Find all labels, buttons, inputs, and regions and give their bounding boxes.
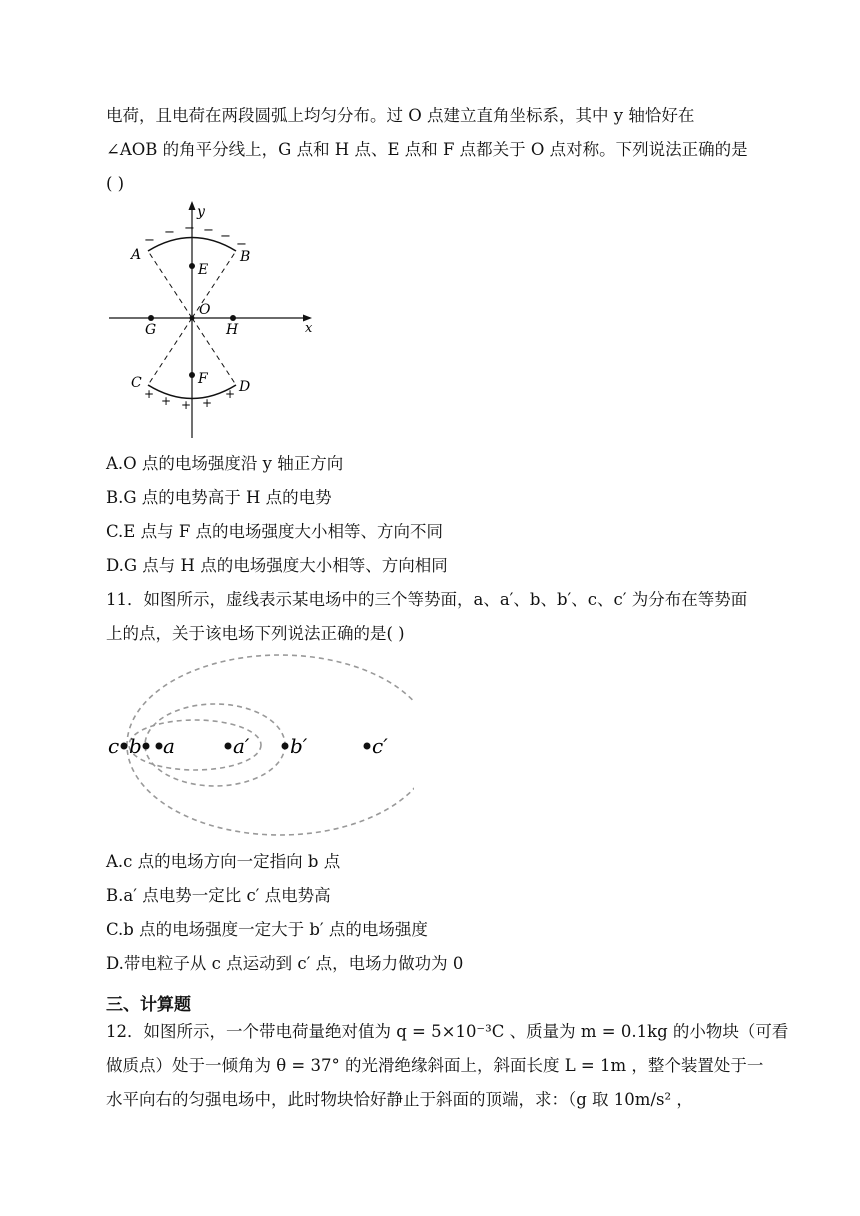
svg-text:+: + (161, 394, 172, 408)
q11-option-a: A.c 点的电场方向一定指向 b 点 (106, 852, 341, 871)
svg-text:−: − (220, 229, 231, 244)
point-b-prime (282, 743, 289, 750)
point-H (230, 315, 236, 321)
label-H: H (226, 322, 239, 338)
label-E: E (198, 262, 209, 278)
svg-text:+: + (181, 398, 192, 412)
q11-option-b: B.a′ 点电势一定比 c′ 点电势高 (106, 886, 331, 905)
label-B: B (240, 249, 251, 265)
point-a (156, 743, 163, 750)
point-O (190, 316, 195, 321)
point-a-prime (225, 743, 232, 750)
point-b (143, 743, 150, 750)
negative-charges (144, 221, 247, 252)
point-c (121, 743, 128, 750)
q10-text-line-2: ∠AOB 的角平分线上，G 点和 H 点、E 点和 F 点都关于 O 点对称。下列说法正确的是 (106, 140, 748, 159)
point-E (189, 263, 195, 269)
point-c-prime (364, 743, 371, 750)
label-c: c (108, 734, 120, 758)
section-heading: 三、计算题 (106, 995, 191, 1015)
label-F: F (198, 371, 208, 387)
svg-text:−: − (144, 233, 155, 248)
label-C: C (131, 375, 142, 391)
q11-option-c: C.b 点的电场强度一定大于 b′ 点的电场强度 (106, 920, 428, 939)
svg-text:−: − (203, 223, 214, 238)
q11-equipotential-figure (104, 650, 414, 840)
y-axis-label: y (197, 204, 205, 220)
q10-option-d: D.G 点与 H 点的电场强度大小相等、方向相同 (106, 556, 448, 575)
svg-text:+: + (202, 396, 213, 410)
q11-option-d: D.带电粒子从 c 点运动到 c′ 点，电场力做功为 0 (106, 954, 464, 973)
point-F (189, 372, 195, 378)
q12-text-line-2: 做质点）处于一倾角为 θ = 37° 的光滑绝缘斜面上，斜面长度 L = 1m ，整个装置处于一 (106, 1056, 764, 1075)
q11-text-line-2: 上的点，关于该电场下列说法正确的是( ) (106, 624, 405, 643)
q10-option-c: C.E 点与 F 点的电场强度大小相等、方向不同 (106, 522, 444, 541)
label-c-prime: c′ (372, 734, 388, 758)
label-G: G (145, 322, 157, 338)
label-D: D (239, 379, 251, 395)
label-A: A (131, 247, 142, 263)
label-a-prime: a′ (233, 734, 250, 758)
point-G (148, 315, 154, 321)
svg-text:+: + (144, 387, 155, 401)
svg-text:−: − (184, 221, 195, 236)
label-a: a (163, 734, 175, 758)
svg-text:+: + (225, 387, 236, 401)
label-O: O (199, 302, 211, 318)
svg-text:−: − (164, 225, 175, 240)
q12-text-line-1: 12．如图所示，一个带电荷量绝对值为 q = 5×10⁻³C 、质量为 m = 0.1kg 的小物块（可看 (106, 1022, 789, 1041)
q12-text-line-3: 水平向右的匀强电场中，此时物块恰好静止于斜面的顶端，求：（g 取 10m/s² ， (106, 1090, 693, 1109)
y-axis-arrow (189, 201, 196, 210)
x-axis-label: x (305, 321, 313, 336)
label-b-prime: b′ (290, 734, 308, 758)
q10-charge-arc-figure (104, 198, 329, 443)
svg-text:−: − (236, 237, 247, 252)
q10-text-line-1: 电荷，且电荷在两段圆弧上均匀分布。过 O 点建立直角坐标系，其中 y 轴恰好在 (106, 106, 695, 125)
radius-OA (148, 251, 192, 318)
q10-option-b: B.G 点的电势高于 H 点的电势 (106, 488, 332, 507)
q10-option-a: A.O 点的电场强度沿 y 轴正方向 (106, 454, 344, 473)
label-b: b (129, 734, 142, 758)
q11-text-line-1: 11．如图所示，虚线表示某电场中的三个等势面，a、a′、b、b′、c、c′ 为分布在等势面 (106, 590, 748, 609)
q10-text-line-3: ( ) (106, 174, 125, 193)
